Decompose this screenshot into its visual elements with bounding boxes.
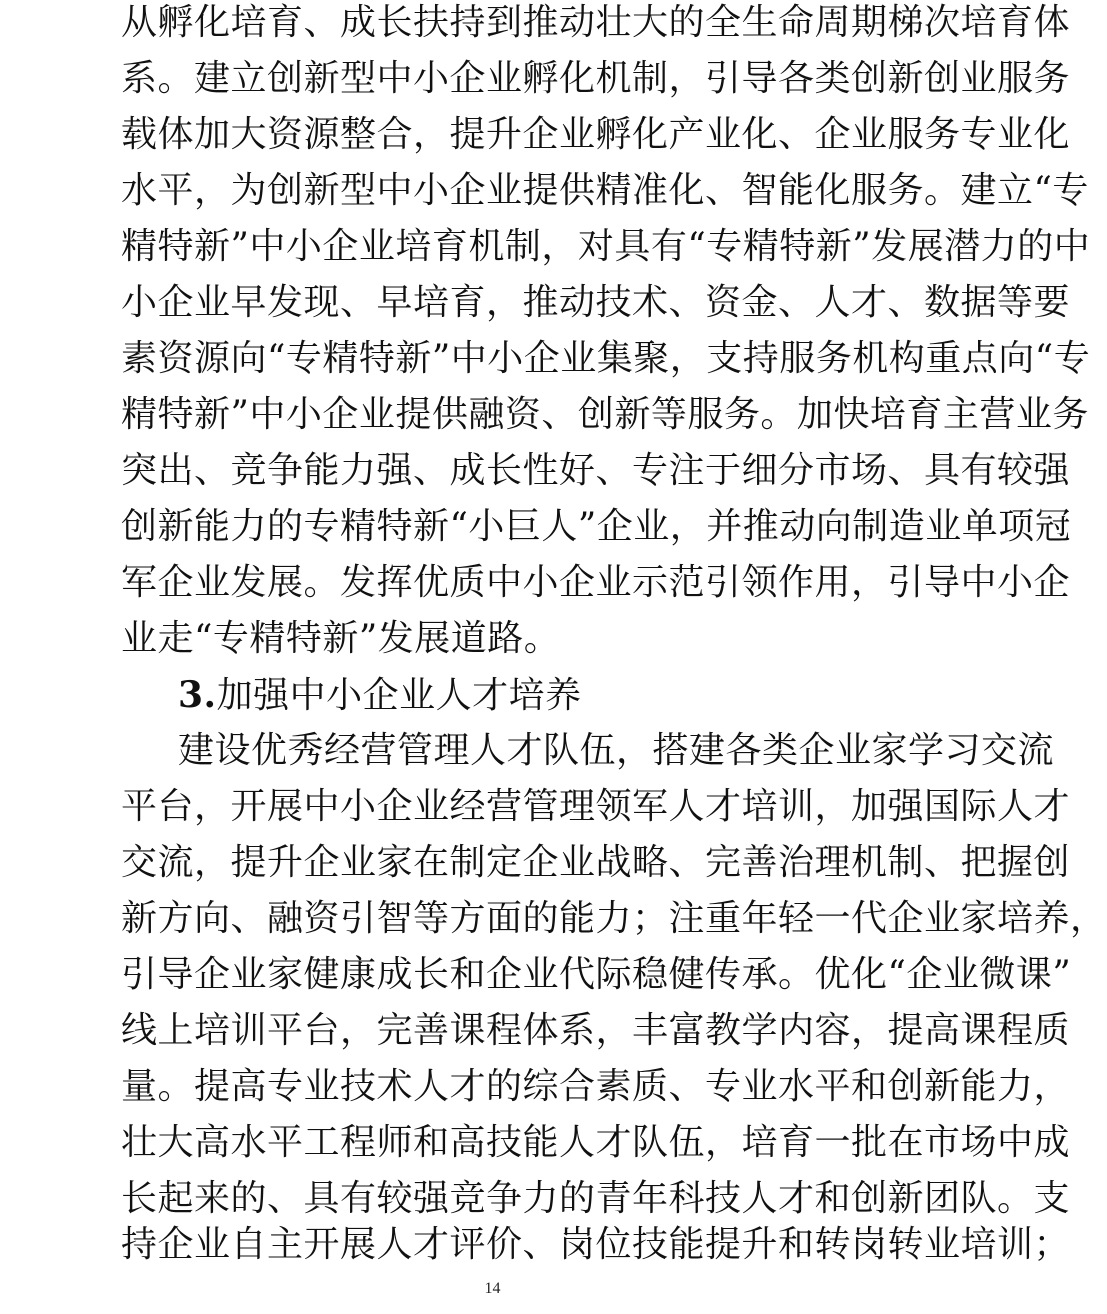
section-number: 3. xyxy=(178,674,217,716)
text-line: 创新能力的专精特新“小巨人”企业，并推动向制造业单项冠 xyxy=(121,506,1072,547)
text-line: 系。建立创新型中小企业孵化机制，引导各类创新创业服务 xyxy=(121,58,1071,99)
text-line: 建设优秀经营管理人才队伍，搭建各类企业家学习交流 xyxy=(178,730,1055,771)
text-line: 军企业发展。发挥优质中小企业示范引领作用，引导中小企 xyxy=(121,562,1071,603)
text-line: 突出、竞争能力强、成长性好、专注于细分市场、具有较强 xyxy=(121,450,1071,491)
text-line: 持企业自主开展人才评价、岗位技能提升和转岗转业培训； xyxy=(121,1224,1071,1265)
section-title: 加强中小企业人才培养 xyxy=(216,675,582,716)
text-line: 量。提高专业技术人才的综合素质、专业水平和创新能力， xyxy=(121,1066,1071,1107)
text-line: 素资源向“专精特新”中小企业集聚，支持服务机构重点向“专 xyxy=(121,338,1091,379)
section-heading xyxy=(178,672,582,718)
page-number: 14 xyxy=(484,1280,501,1297)
text-line: 平台，开展中小企业经营管理领军人才培训，加强国际人才 xyxy=(121,786,1071,827)
text-line: 从孵化培育、成长扶持到推动壮大的全生命周期梯次培育体 xyxy=(121,2,1071,43)
text-line: 精特新”中小企业培育机制，对具有“专精特新”发展潜力的中 xyxy=(121,226,1091,267)
text-line: 线上培训平台，完善课程体系，丰富教学内容，提高课程质 xyxy=(121,1010,1071,1051)
text-line: 载体加大资源整合，提升企业孵化产业化、企业服务专业化 xyxy=(121,114,1071,155)
text-line: 业走“专精特新”发展道路。 xyxy=(121,618,561,659)
text-line: 交流，提升企业家在制定企业战略、完善治理机制、把握创 xyxy=(121,842,1071,883)
text-line: 新方向、融资引智等方面的能力；注重年轻一代企业家培养， xyxy=(121,898,1107,939)
text-line: 长起来的、具有较强竞争力的青年科技人才和创新团队。支 xyxy=(121,1178,1071,1219)
text-line: 壮大高水平工程师和高技能人才队伍，培育一批在市场中成 xyxy=(121,1122,1071,1163)
text-line: 引导企业家健康成长和企业代际稳健传承。优化“企业微课” xyxy=(121,954,1072,995)
text-line: 水平，为创新型中小企业提供精准化、智能化服务。建立“专 xyxy=(121,170,1089,211)
text-line: 精特新”中小企业提供融资、创新等服务。加快培育主营业务 xyxy=(121,394,1089,435)
text-line: 小企业早发现、早培育，推动技术、资金、人才、数据等要 xyxy=(121,282,1071,323)
